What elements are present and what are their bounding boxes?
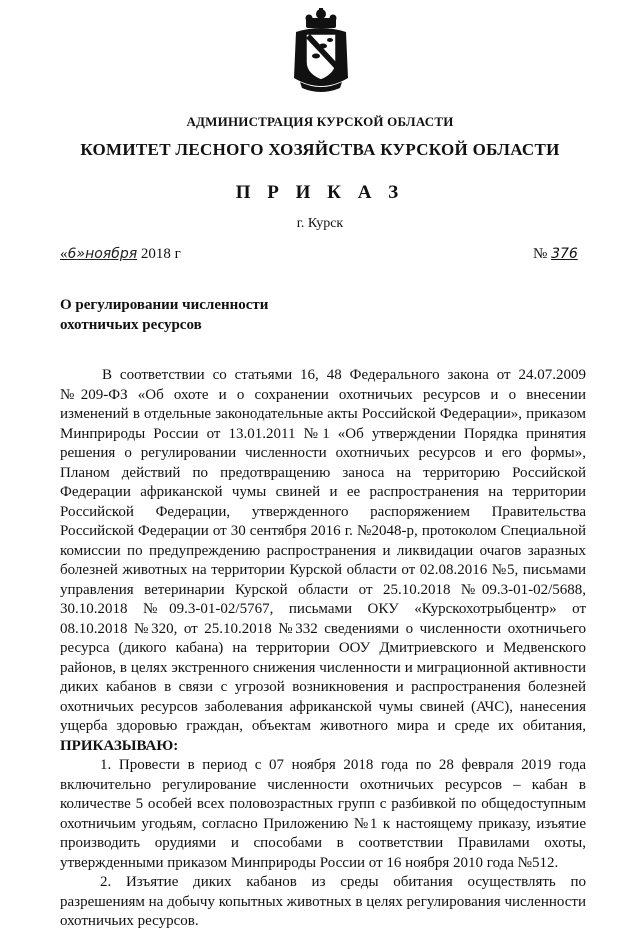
city-label: г. Курск bbox=[296, 216, 344, 231]
order-body bbox=[60, 366, 586, 932]
preamble-paragraph bbox=[60, 366, 586, 756]
committee-heading: КОМИТЕТ ЛЕСНОГО ХОЗЯЙСТВА КУРСКОЙ ОБЛАСТИ bbox=[80, 140, 560, 159]
preamble-text: В соответствии со статьями 16, 48 Федерального закона от 24.07.2009 №209-ФЗ «Об охоте и о сохранении охотничьих ресурсов и о внесении изменений в отдельные законодательные акты Российской Федерации», приказом Минприроды России от 13.01.2011 №1 «Об утверждении Порядка принятия решения о регулировании численности охотничьих ресурсов и его формы», Планом действий по предотвращению заноса на территорию Российской Федерации африканской чумы свиней и ее распространения на территории Российской Федерации, утвержденного распоряжением Правительства Российской Федерации от 30 сентября 2016 г. №2048-р, протоколом Специальной комиссии по предупреждению распространения и ликвидации очагов заразных болезней животных на территории Курской области от 02.08.2016 №5, письмами управления ветеринарии Курской области от 25.10.2018 №09.3-01-02/5688, 30.10.2018 №09.3-01-02/5767, письмами ОКУ «Курскохотрыбцентр» от 08.10.2018 №320, от 25.10.2018 №332 сведениями о численности охотничьего ресурса (дикого кабана) на территории ООУ Дмитриевского и Медвенского районов, в целях экстренного снижения численности и миграционной активности диких кабанов в связи с угрозой возникновения и распространения болезней охотничьих ресурсов заболевания африканской чумы свиней (АЧС), нанесения ущерба здоровью граждан, объектам животного мира и среде их обитания, bbox=[60, 367, 586, 734]
date-day: 6 bbox=[67, 246, 77, 262]
number-value: 376 bbox=[551, 246, 578, 262]
order-subject bbox=[60, 295, 268, 335]
date-open-quote: « bbox=[60, 246, 68, 262]
number-label: № bbox=[533, 246, 548, 262]
date-month: »ноября bbox=[76, 246, 138, 262]
order-item-2: 2. Изъятие диких кабанов из среды обитания осуществлять по разрешениям на добычу копытных животных в целях регулирования численности охотничьих ресурсов. bbox=[60, 874, 586, 929]
order-keyword: ПРИКАЗЫВАЮ: bbox=[60, 737, 179, 754]
order-item-1: 1. Провести в период с 07 ноября 2018 года по 28 февраля 2019 года включительно регулирование численности охотничьих ресурсов – кабан в количестве 5 особей всех половозрастных групп с разбивкой по общедоступным охотничьим угодьям, согласно Приложению №1 к настоящему приказу, изъятие производить орудиями и способами в соответствии Правилами охоты, утвержденными приказом Минприроды России от 16 ноября 2010 года №512. bbox=[60, 757, 586, 871]
document-type-title: П Р И К А З bbox=[235, 182, 405, 203]
subject-line-1: О регулировании численности bbox=[60, 297, 269, 313]
date-year: 2018 г bbox=[140, 246, 181, 262]
administration-heading: АДМИНИСТРАЦИЯ КУРСКОЙ ОБЛАСТИ bbox=[186, 114, 454, 129]
order-date bbox=[60, 246, 181, 263]
subject-line-2: охотничьих ресурсов bbox=[60, 317, 202, 333]
coat-of-arms-emblem bbox=[290, 8, 352, 94]
order-number bbox=[533, 246, 578, 263]
